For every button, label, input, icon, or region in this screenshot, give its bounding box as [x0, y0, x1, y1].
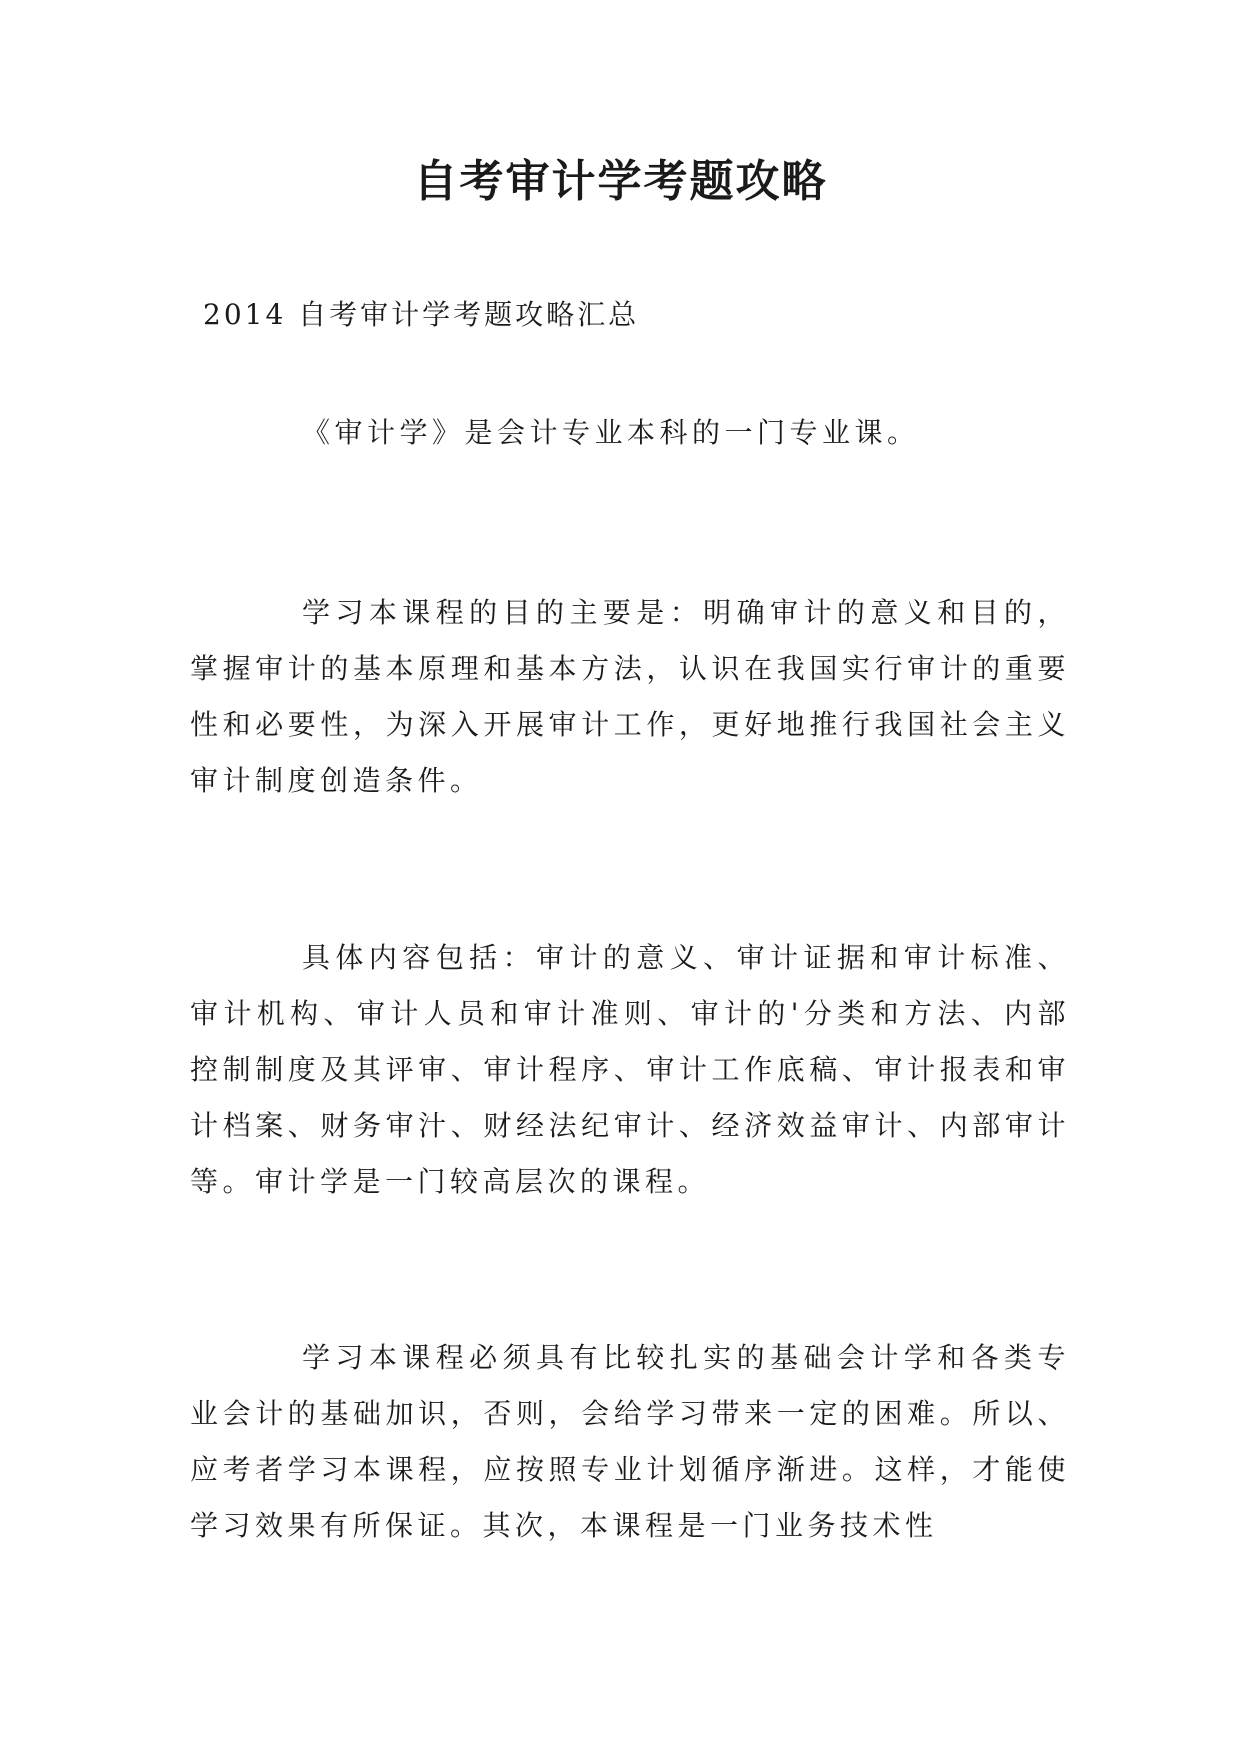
document-title: 自考审计学考题攻略	[413, 156, 828, 207]
paragraph-content: 具体内容包括：审计的意义、审计证据和审计标准、审计机构、审计人员和审计准则、审计的'分类和方法、内部控制制度及其评审、审计程序、审计工作底稿、审计报表和审计档案、财务审汁、财经法纪审计、经济效益审计、内部审计等。审计学是一门较高层次的课程。	[190, 941, 1070, 1198]
paragraph-requirements: 学习本课程必须具有比较扎实的基础会计学和各类专业会计的基础加识，否则，会给学习带来一定的困难。所以、应考者学习本课程，应按照专业计划循序渐进。这样，才能使学习效果有所保证。其次，本课程是一门业务技术性	[190, 1341, 1070, 1542]
paragraph-purpose: 学习本课程的目的主要是：明确审计的意义和目的，掌握审计的基本原理和基本方法，认识在我国实行审计的重要性和必要性，为深入开展审计工作，更好地推行我国社会主义审计制度创造条件。	[190, 596, 1070, 797]
document-subtitle: 2014 自考审计学考题攻略汇总	[203, 298, 640, 331]
paragraph-intro: 《审计学》是会计专业本科的一门专业课。	[302, 416, 920, 449]
